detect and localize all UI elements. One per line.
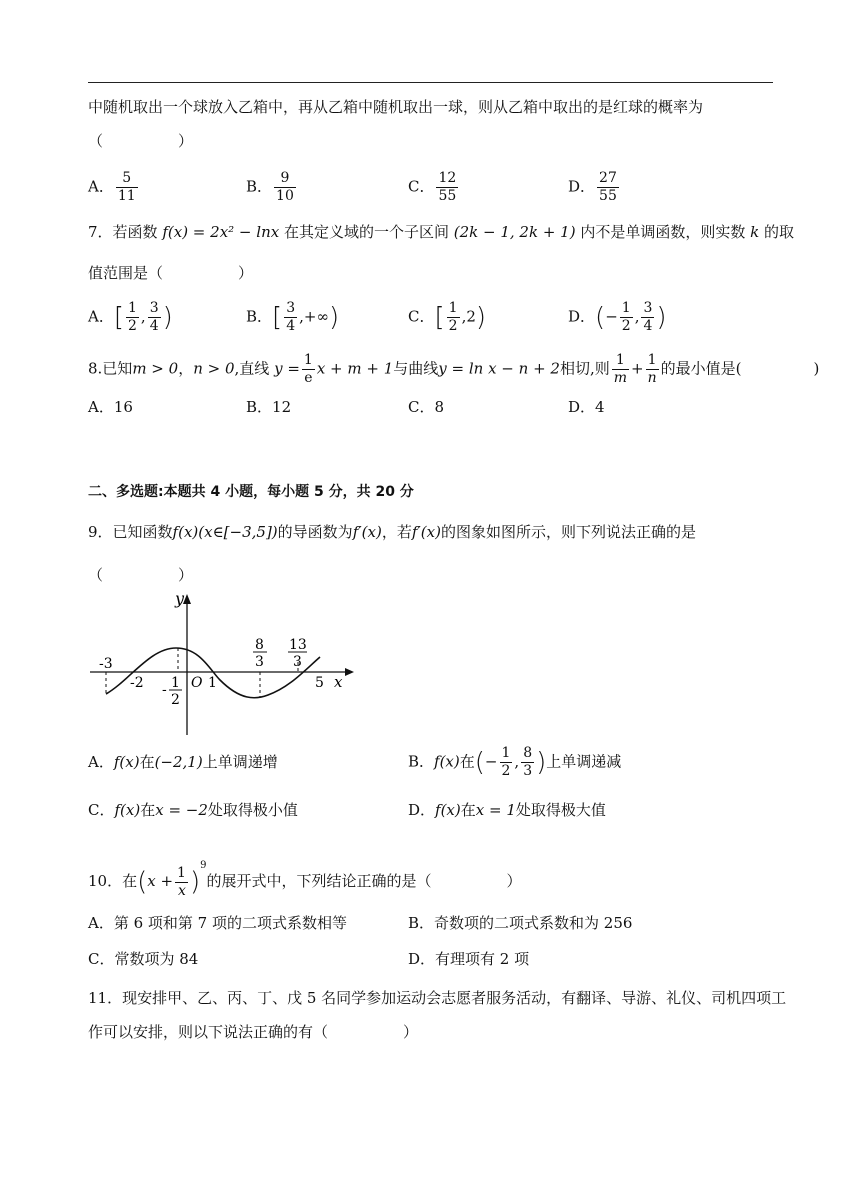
- q6-answer-blank: （ ）: [88, 132, 194, 150]
- q7-option-b[interactable]: B．[ $\frac{3}{4}$ ,+∞): [246, 300, 340, 334]
- q10-option-d[interactable]: D．有理项有 2 项: [408, 950, 530, 968]
- x-axis-arrow: [345, 668, 354, 676]
- q6-option-a[interactable]: A． $\frac{5}{11}$: [88, 170, 136, 204]
- tick-1: 1: [208, 675, 217, 691]
- q7-stem-line2: 值范围是（ ）: [88, 264, 254, 282]
- q7-option-d[interactable]: D．(− $\frac{1}{2}$ , $\frac{3}{4}$ ): [568, 300, 667, 334]
- tick-eight-num: 8: [255, 637, 264, 653]
- q7-option-c[interactable]: C．[ $\frac{1}{2}$ ,2): [408, 300, 487, 334]
- q6-option-d[interactable]: D． $\frac{27}{55}$: [568, 170, 617, 204]
- q9-option-b[interactable]: B．f(x)在(− $\frac{1}{2}$ , $\frac{8}{3}$ )上单调递减: [408, 745, 622, 779]
- q9-answer-blank: （ ）: [88, 566, 194, 584]
- q9-option-d[interactable]: D．f(x)在x = 1处取得极大值: [408, 801, 606, 819]
- tick-neg-half-den: 2: [171, 692, 180, 708]
- q8-stem: 8.已知m > 0，n > 0,直线 y = $\frac{1}{e}$ x + m + 1与曲线y = ln x − n + 2相切,则 $\frac{1}{m}$ + $\frac{1}{n}$ 的最小值是( ): [88, 352, 820, 386]
- fraction: $\frac{12}{55}$: [438, 170, 457, 204]
- tick-neg-half-num: 1: [171, 675, 180, 691]
- q10-option-b[interactable]: B．奇数项的二项式系数和为 256: [408, 914, 633, 932]
- q9-option-c[interactable]: C．f(x)在x = −2处取得极小值: [88, 801, 298, 819]
- q11-stem: 11．现安排甲、乙、丙、丁、戊 5 名同学参加运动会志愿者服务活动，有翻译、导游、礼仪、司机四项工: [88, 989, 787, 1007]
- tick-eight-den: 3: [255, 654, 264, 670]
- q8-option-a[interactable]: A．16: [88, 398, 133, 416]
- header-rule: [88, 82, 773, 83]
- q6-option-b[interactable]: B． $\frac{9}{10}$: [246, 170, 294, 204]
- q8-option-b[interactable]: B．12: [246, 398, 292, 416]
- q6-stem: 中随机取出一个球放入乙箱中，再从乙箱中随机取出一球，则从乙箱中取出的是红球的概率为: [88, 98, 704, 116]
- tick-neg3: -3: [99, 656, 113, 672]
- x-label: x: [334, 673, 343, 691]
- derivative-graph: [90, 590, 360, 740]
- q8-option-c[interactable]: C．8: [408, 398, 445, 416]
- fraction: $\frac{9}{10}$: [276, 170, 294, 204]
- section-title: 二、多选题:本题共 4 小题，每小题 5 分，共 20 分: [88, 484, 414, 500]
- tick-5: 5: [315, 675, 324, 691]
- q9-option-a[interactable]: A．f(x)在(−2,1)上单调递增: [88, 753, 278, 771]
- math-expression: (2k − 1, 2k + 1): [453, 223, 576, 241]
- q10-option-a[interactable]: A．第 6 项和第 7 项的二项式系数相等: [88, 914, 347, 932]
- tick-thirteen-num: 13: [289, 637, 307, 653]
- q7-stem: 7．若函数 f(x) = 2x² − lnx 在其定义域的一个子区间 (2k − 1, 2k + 1) 内不是单调函数，则实数 k 的取: [88, 223, 795, 241]
- fraction: $\frac{5}{11}$: [117, 170, 136, 204]
- tick-neg2: -2: [130, 675, 144, 691]
- fraction: $\frac{27}{55}$: [599, 170, 617, 204]
- q6-option-c[interactable]: C． $\frac{12}{55}$: [408, 170, 457, 204]
- y-label: y: [175, 590, 185, 608]
- y-axis-arrow: [183, 594, 191, 604]
- tick-neg-half-sign: -: [162, 682, 167, 698]
- origin-label: O: [191, 675, 203, 691]
- math-expression: f(x) = 2x² − lnx: [162, 223, 280, 241]
- q8-option-d[interactable]: D．4: [568, 398, 605, 416]
- q11-stem-line2: 作可以安排，则以下说法正确的有（ ）: [88, 1023, 419, 1041]
- q10-option-c[interactable]: C．常数项为 84: [88, 950, 199, 968]
- q10-stem: 10．在(x + $\frac{1}{x}$ )$^9$的展开式中，下列结论正确的是（ ）: [88, 860, 522, 899]
- tick-thirteen-den: 3: [293, 654, 302, 670]
- q9-stem: 9．已知函数f(x)(x∈[−3,5])的导函数为f′(x)，若f′(x)的图象如图所示，则下列说法正确的是: [88, 523, 696, 541]
- q7-option-a[interactable]: A．[ $\frac{1}{2}$ , $\frac{3}{4}$ ): [88, 300, 173, 334]
